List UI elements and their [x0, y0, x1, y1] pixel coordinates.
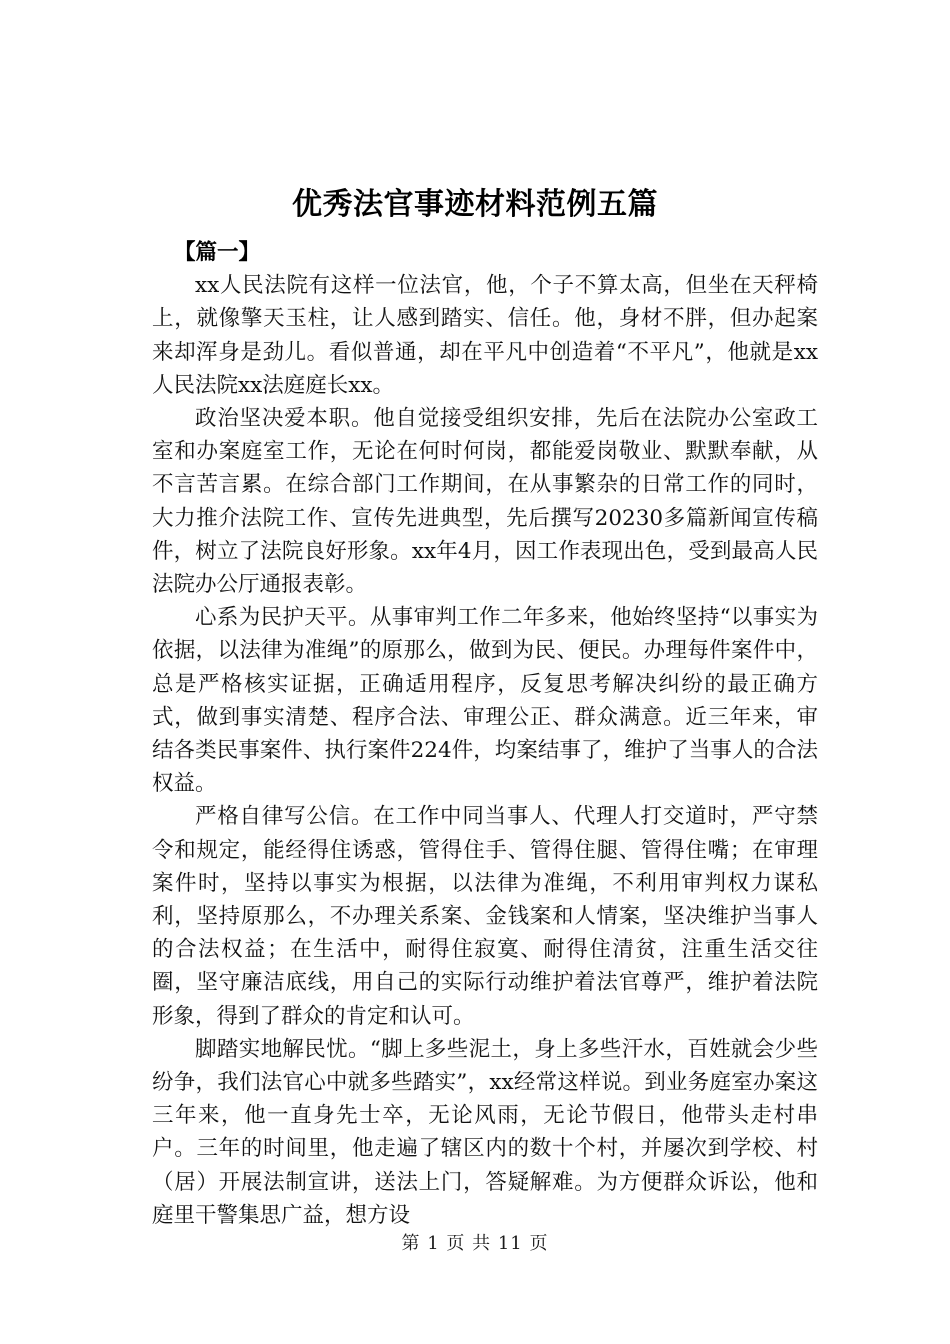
document-body [152, 236, 818, 1232]
body-paragraph-1: xx人民法院有这样一位法官，他，个子不算太高，但坐在天秤椅上，就像擎天玉柱，让人感到踏实、信任。他，身材不胖，但办起案来却浑身是劲儿。看似普通，却在平凡中创造着“不平凡”，他就是xx人民法院xx法庭庭长xx。 [152, 273, 818, 398]
page-footer: 第 1 页 共 11 页 [401, 1233, 549, 1254]
body-paragraph-4: 严格自律写公信。在工作中同当事人、代理人打交道时，严守禁令和规定，能经得住诱惑，管得住手、管得住腿、管得住嘴；在审理案件时，坚持以事实为根据，以法律为准绳，不利用审判权力谋私利，坚持原那么，不办理关系案、金钱案和人情案，坚决维护当事人的合法权益；在生活中，耐得住寂寞、耐得住清贫，注重生活交往圈，坚守廉洁底线，用自己的实际行动维护着法官尊严，维护着法院形象，得到了群众的肯定和认可。 [152, 804, 818, 1029]
body-paragraph-5: 脚踏实地解民忧。“脚上多些泥土，身上多些汗水，百姓就会少些纷争，我们法官心中就多些踏实”，xx经常这样说。到业务庭室办案这三年来，他一直身先士卒，无论风雨，无论节假日，他带头走村串户。三年的时间里，他走遍了辖区内的数十个村，并屡次到学校、村（居）开展法制宣讲，送法上门，答疑解难。为方便群众诉讼，他和庭里干警集思广益，想方设 [152, 1036, 818, 1228]
body-paragraph-2: 政治坚决爱本职。他自觉接受组织安排，先后在法院办公室政工室和办案庭室工作，无论在何时何岗，都能爱岗敬业、默默奉献，从不言苦言累。在综合部门工作期间，在从事繁杂的日常工作的同时，大力推介法院工作、宣传先进典型，先后撰写20230多篇新闻宣传稿件，树立了法院良好形象。xx年4月，因工作表现出色，受到最高人民法院办公厅通报表彰。 [152, 406, 818, 598]
section-heading: 【篇一】 [174, 240, 261, 265]
body-paragraph-3: 心系为民护天平。从事审判工作二年多来，他始终坚持“以事实为依据，以法律为准绳”的原那么，做到为民、便民。办理每件案件中，总是严格核实证据，正确适用程序，反复思考解决纠纷的最正确方式，做到事实清楚、程序合法、审理公正、群众满意。近三年来，审结各类民事案件、执行案件224件，均案结事了，维护了当事人的合法权益。 [152, 605, 818, 797]
page-title: 优秀法官事迹材料范例五篇 [292, 187, 658, 222]
